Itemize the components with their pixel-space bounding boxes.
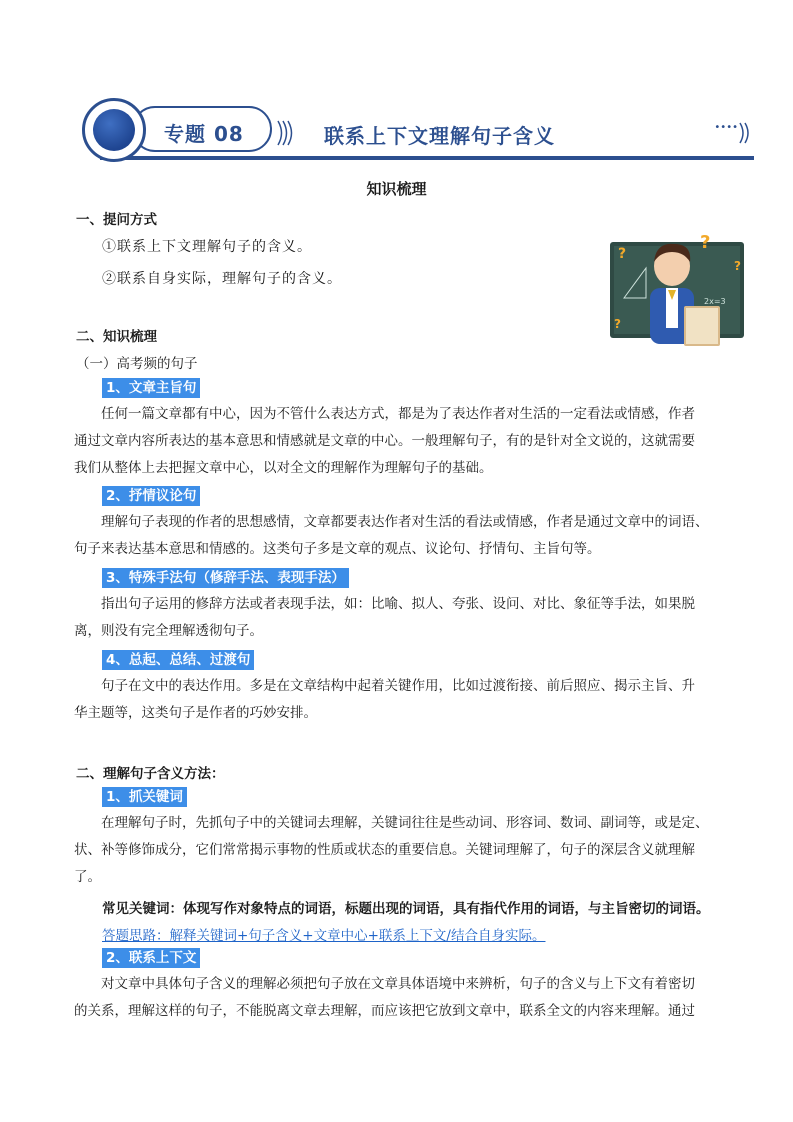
key-words-note: 常见关键词：体现写作对象特点的词语，标题出现的词语，具有指代作用的词语，与主旨密切的词语。	[102, 901, 710, 917]
banner-circle-icon	[82, 98, 146, 162]
highlight-label: 3、特殊手法句（修辞手法、表现手法）	[102, 568, 349, 588]
page-title: 联系上下文理解句子含义	[324, 124, 555, 148]
header-banner	[80, 96, 754, 164]
paragraph: 指出句子运用的修辞方法或者表现手法，如：比喻、拟人、夸张、设问、对比、象征等手法，如果脱 离，则没有完全理解透彻句子。	[74, 596, 695, 639]
svg-text:?: ?	[618, 246, 627, 262]
paragraph: 理解句子表现的作者的思想感情，文章都要表达作者对生活的看法或情感，作者是通过文章中的词语、 句子来表达基本意思和情感的。这类句子多是文章的观点、议论句、抒情句、主旨句等。	[74, 514, 709, 557]
highlight-label: 1、抓关键词	[102, 787, 187, 807]
subheading: （一）高考频的句子	[76, 356, 198, 372]
paragraph: 在理解句子时，先抓句子中的关键词去理解，关键词往往是些动词、形容词、数词、副词等，或是定、 状、补等修饰成分，它们常常揭示事物的性质或状态的重要信息。关键词理解了，句子的深层含义就理解 了。	[74, 815, 709, 885]
highlight-label: 1、文章主旨句	[102, 378, 200, 398]
student-teacher-illustration-icon	[606, 228, 746, 356]
svg-text:?: ?	[700, 232, 711, 253]
paragraph: 任何一篇文章都有中心，因为不管什么表达方式，都是为了表达作者对生活的一定看法或情感，作者 通过文章内容所表达的基本意思和情感就是文章的中心。一般理解句子，有的是针对全文说的，这就需要 我们从整体上去把握文章中心，以对全文的理解作为理解句子的基础。	[74, 406, 695, 476]
heading-question-style: 一、提问方式	[76, 212, 157, 228]
section-title: 知识梳理	[366, 180, 427, 198]
arc-decoration-right-icon	[738, 118, 752, 148]
svg-text:2x=3: 2x=3	[704, 297, 726, 306]
svg-text:?: ?	[734, 259, 741, 273]
arc-decoration-icon	[276, 118, 294, 148]
list-item: ①联系上下文理解句子的含义。	[102, 239, 312, 255]
dots-decoration: ••••	[714, 122, 738, 133]
topic-label: 专题 08	[164, 122, 244, 146]
highlight-label: 4、总起、总结、过渡句	[102, 650, 254, 670]
heading-methods: 二、理解句子含义方法：	[76, 766, 225, 782]
highlight-label: 2、联系上下文	[102, 948, 200, 968]
banner-underline	[100, 156, 754, 160]
highlight-label: 2、抒情议论句	[102, 486, 200, 506]
list-item: ②联系自身实际，理解句子的含义。	[102, 271, 342, 287]
heading-knowledge: 二、知识梳理	[76, 329, 157, 345]
paragraph: 句子在文中的表达作用。多是在文章结构中起着关键作用，比如过渡衔接、前后照应、揭示主旨、升 华主题等，这类句子是作者的巧妙安排。	[74, 678, 695, 721]
answer-approach-link[interactable]: 答题思路：解释关键词+句子含义+文章中心+联系上下文/结合自身实际。	[102, 928, 546, 944]
svg-text:?: ?	[614, 317, 621, 331]
paragraph: 对文章中具体句子含义的理解必须把句子放在文章具体语境中来辨析，句子的含义与上下文有着密切 的关系，理解这样的句子，不能脱离文章去理解，而应该把它放到文章中，联系全文的内容来理解。通过	[74, 976, 695, 1019]
